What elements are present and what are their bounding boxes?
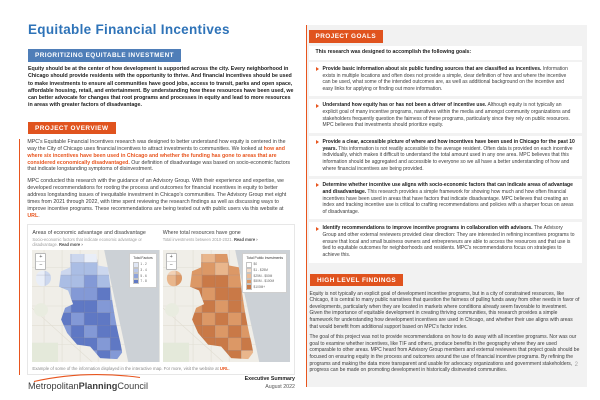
arrow-icon bbox=[316, 183, 319, 187]
goal-item-1 bbox=[309, 62, 583, 96]
goal-text bbox=[323, 139, 576, 172]
goal-text bbox=[323, 102, 576, 129]
overview-paragraph-1 bbox=[27, 139, 295, 174]
overview-content bbox=[19, 139, 295, 375]
goal-lead: Determine whether incentive use aligns with socio-economic factors that can indicate areas of advantage and disadvantage. bbox=[322, 182, 573, 195]
goal-lead: Provide a clear, accessible picture of where and how incentives have been used in Chicago for the past 10 years. bbox=[322, 139, 575, 152]
map-left-column bbox=[32, 250, 159, 362]
findings-paragraph-2: The goal of this project was not to provide recommendations on how to do away with all incentive programs. Nor was our goal to examine whether incentives, like TIF and others, produce benefits in the geography where they are used comparable to other areas. MPC heard from Advisory Group members and external reviewers that project goals should be focused on ensuring equity in the process and outcomes around the use of financial incentive programs. By refining the programs and making the data more transparent and usable for advocacy organizations and government stakeholders, progress can be made on promoting development in historically disinvested communities. bbox=[309, 334, 580, 374]
arrow-icon bbox=[316, 227, 319, 231]
mpc-logo-swoosh-icon bbox=[32, 373, 142, 382]
goal-body: The Advisory Group and other external reviewers provided clear direction: They are interested in refining incentives programs to ensure that local and small business owners and entrepreneurs are able to access the resources and that use is tied to equitable outcomes for neighborhoods and residents. MPC's recommendations focus on strategies to achieve this. bbox=[322, 225, 575, 258]
logo-text-metropolitan: Metropolitan bbox=[28, 381, 79, 391]
maps-headers bbox=[32, 229, 290, 251]
figure-caption-text: Example of some of the information displayed in the interactive map. For more, visit the website at bbox=[32, 365, 220, 371]
zoom-out-button[interactable]: − bbox=[36, 261, 45, 269]
overview-p2-end: . bbox=[38, 212, 40, 219]
overview-p1-text: MPC's Equitable Financial Incentives research was designed to better understand how equity is centered in the way the City of Chicago uses financial incentives to attract investments to communities. We looked at bbox=[27, 138, 286, 152]
map-right-legend-title: Total Public Investments bbox=[246, 256, 284, 261]
legend-item: 1 - 2 bbox=[133, 262, 152, 268]
zoom-in-button[interactable]: + bbox=[39, 254, 43, 261]
section-header-findings: HIGH LEVEL FINDINGS bbox=[310, 274, 403, 287]
overview-p1-end: Our definition of disadvantage was based on socio-economic factors that indicate longstanding symptoms of disinvestment. bbox=[27, 159, 291, 173]
zoom-in-button[interactable]: + bbox=[169, 254, 173, 261]
legend-item: $25M - $50M bbox=[246, 273, 283, 279]
page-title: Equitable Financial Incentives bbox=[28, 22, 230, 37]
map-left-title: Areas of economic advantage and disadvantage bbox=[32, 229, 146, 236]
legend-item: $100M+ bbox=[246, 284, 283, 290]
goal-item-5 bbox=[309, 222, 583, 263]
map-right-column bbox=[163, 250, 290, 362]
arrow-icon bbox=[316, 140, 319, 144]
goal-lead: Provide basic information about six public funding sources that are classified as incentives. bbox=[322, 65, 542, 72]
overview-paragraph-2 bbox=[27, 178, 295, 220]
mpc-logo bbox=[28, 373, 148, 391]
zoom-out-button[interactable]: − bbox=[167, 261, 176, 269]
maps-row bbox=[32, 250, 290, 362]
findings-section bbox=[309, 269, 583, 374]
left-column bbox=[28, 22, 295, 375]
legend-item: 7 - 8 bbox=[133, 279, 152, 285]
goal-body: Information exists in multiple locations and often does not provide a simple, clear definition of how and where the incentive can be used, what some of the intended outcomes are, as well as additional background on the incentive and easy links for applying or finding out more information. bbox=[322, 65, 568, 92]
overview-p2-text: MPC conducted this research with the guidance of an Advisory Group. With their experience and expertise, we developed recommendations for rooting the process and outcomes for financial incentives in equity to better address longstanding issues of inequitable investment in Chicago's communities. The Advisory Group met eight times from 2021 through 2022, with time spent reviewing the research findings as well as discussing ways to improve incentive programs. These recommendations are being tested out with public users via this website at bbox=[27, 177, 287, 212]
map-zoom-control bbox=[35, 253, 46, 270]
legend-item: $0 bbox=[246, 262, 283, 268]
map-right-header bbox=[163, 229, 290, 251]
legend-item: 3 - 4 bbox=[133, 268, 152, 274]
map-right-legend bbox=[242, 253, 287, 293]
logo-text-council: Council bbox=[117, 381, 148, 391]
map-left-legend-title: Total Factors bbox=[133, 256, 153, 261]
map-left-subtitle-text: Socio-economic factors that indicate economic advantage or disadvantage. bbox=[32, 237, 142, 248]
legend-item: $50M - $100M bbox=[246, 279, 283, 285]
goal-text bbox=[323, 182, 576, 215]
findings-paragraph-1: Equity is not typically an explicit goal of development incentive programs, but in a city of constrained resources, like Chicago, it is central to many public narratives that question the fairness of pulling funds away from other needs in favor of developments, particularly when they are located in markets where conditions already seem favorable to investment. Given the importance of equitable development in creating thriving communities, this research provides a simple framework for understanding how development incentives are used in Chicago, and whether their use aligns with areas that would benefit from additional support based on MPC's factor index. bbox=[309, 290, 580, 330]
goal-item-3 bbox=[309, 136, 583, 177]
goal-body: Although equity is not typically an explicit goal of many incentive programs, narratives within the media and amongst community organizations and stakeholders frequently question the fairness of these programs, particularly since they rely on public resources. MPC believes that investments should prioritize equity. bbox=[322, 102, 571, 129]
map-right-subtitle-text: Total investments between 2010-2021. bbox=[162, 237, 234, 243]
goal-text bbox=[323, 66, 576, 93]
goal-body: This information is not readily accessible to the average resident. Often data is provided on each incentive individually, which makes it difficult to understand the total amount used in any one area. MPC believes that this information should be aggregated and accessible to everyone so we all have a better understanding of how and where financial incentives are being provided. bbox=[322, 145, 573, 172]
legend-item: $1 - $25M bbox=[246, 268, 283, 274]
section-header-overview: PROJECT OVERVIEW bbox=[28, 122, 116, 135]
page-number: 2 bbox=[574, 362, 578, 368]
goal-text bbox=[323, 225, 576, 258]
document-meta bbox=[245, 376, 295, 391]
chicago-map-disadvantage[interactable] bbox=[32, 250, 159, 362]
map-zoom-control bbox=[166, 253, 177, 270]
goal-lead: Identify recommendations to improve incentive programs in collaboration with advisors. bbox=[322, 225, 533, 232]
figure-caption-end: . bbox=[228, 365, 230, 371]
map-left-legend bbox=[129, 253, 156, 287]
doc-date-label: August 2022 bbox=[265, 383, 295, 390]
doc-type-label: Executive Summary bbox=[244, 376, 295, 383]
overview-p1-highlight: how and where six incentives have been used in Chicago and whether the funding has gone to areas that are considered economically disadvantaged. bbox=[27, 145, 285, 166]
map-right-legend-rows bbox=[246, 262, 283, 290]
goal-item-4 bbox=[309, 179, 583, 220]
page-footer bbox=[28, 373, 295, 391]
maps-figure bbox=[27, 224, 295, 375]
goals-intro: This research was designed to accomplish the following goals: bbox=[309, 46, 583, 60]
map-left-header bbox=[32, 229, 159, 251]
website-link[interactable]: URL bbox=[27, 212, 39, 219]
map-left-subtitle bbox=[32, 237, 159, 247]
prioritizing-paragraph: Equity should be at the center of how development is supported across the city. Every neighborhood in Chicago should provide residents with the opportunity to thrive. And financial incentives should be used to make investments to ensure all communities have good jobs, access to transit, parks and open space, affordable housing, retail, and entertainment. By understanding how these resources have been used, we can better advocate for changes that root programs and processes in equity and lead to more resources in areas with greater factors of disadvantage. bbox=[28, 66, 294, 109]
map-left-legend-rows bbox=[133, 262, 152, 284]
figure-caption bbox=[32, 366, 290, 371]
chicago-map-investments[interactable] bbox=[163, 250, 290, 362]
map-right-read-more-link[interactable]: Read more › bbox=[233, 237, 258, 243]
right-column bbox=[306, 25, 587, 387]
section-header-prioritizing: PRIORITIZING EQUITABLE INVESTMENT bbox=[28, 49, 181, 62]
legend-item: 5 - 6 bbox=[133, 273, 152, 279]
logo-text-planning: Planning bbox=[78, 381, 118, 391]
arrow-icon bbox=[316, 104, 319, 108]
arrow-icon bbox=[316, 67, 319, 71]
figure-caption-link[interactable]: URL bbox=[219, 365, 229, 371]
section-header-goals: PROJECT GOALS bbox=[309, 30, 384, 43]
goal-item-2 bbox=[309, 99, 583, 133]
map-right-subtitle bbox=[163, 237, 290, 242]
goal-lead: Understand how equity has or has not been a driver of incentive use. bbox=[322, 102, 487, 109]
map-right-title: Where total resources have gone bbox=[162, 229, 241, 236]
goal-body: This research provides a simple framework for showing how much and how often financial incentives have been used in areas that have factors that indicate disadvantage. MPC believes that creating an index and tracking incentive use is critical to crafting recommendations and policies with a sharper focus on areas of disadvantage. bbox=[322, 188, 574, 215]
map-left-read-more-link[interactable]: Read more › bbox=[59, 242, 83, 248]
